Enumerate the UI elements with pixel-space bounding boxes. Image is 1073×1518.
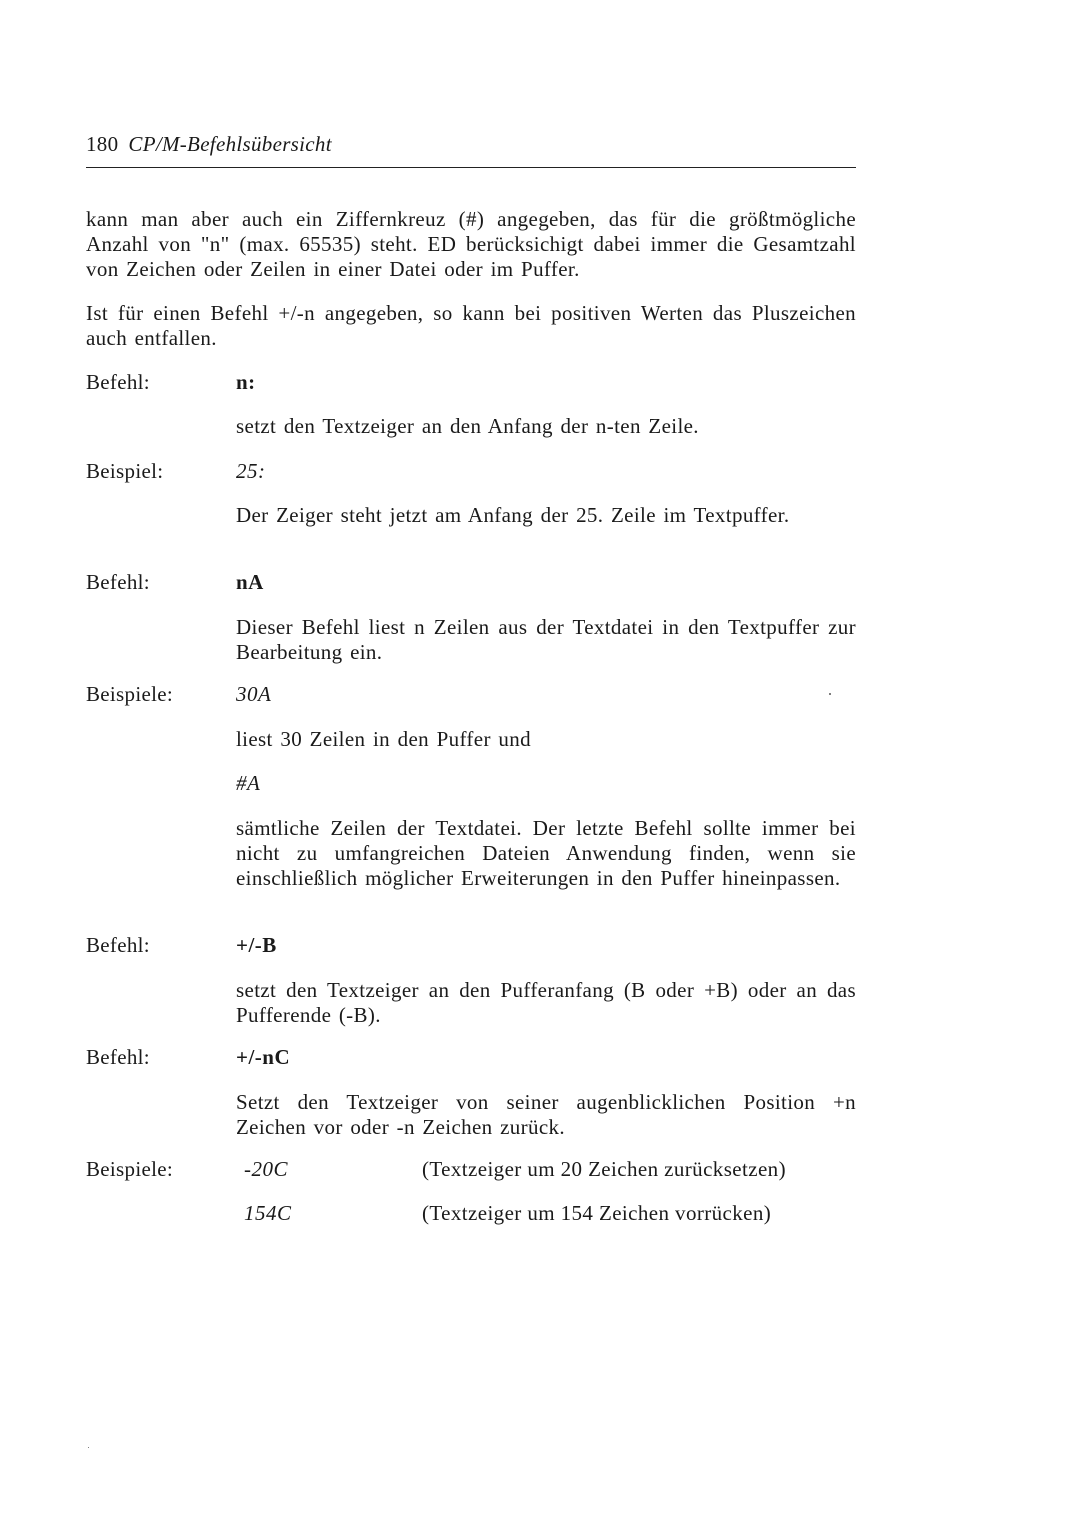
label-befehl: Befehl:: [86, 570, 150, 594]
label-beispiel: Beispiel:: [86, 459, 164, 483]
label-beispiele: Beispiele:: [86, 682, 173, 706]
example-code: #A: [236, 771, 261, 795]
label-befehl: Befehl:: [86, 370, 150, 394]
example-code: 30A: [236, 682, 272, 706]
example-code: 154C: [244, 1201, 292, 1225]
header-rule: [86, 167, 856, 168]
scan-speck: [829, 693, 831, 695]
example-code: -20C: [244, 1157, 288, 1181]
example-note: (Textzeiger um 20 Zeichen zurücksetzen): [422, 1157, 786, 1181]
command-description: setzt den Textzeiger an den Anfang der n-ten Zeile.: [236, 414, 699, 438]
command-description: Dieser Befehl liest n Zeilen aus der Textdatei in den Textpuffer zur Bearbeitung ein.: [236, 615, 856, 664]
label-befehl: Befehl:: [86, 933, 150, 957]
command-n-colon: n:: [236, 370, 256, 394]
command-nC: +/-nC: [236, 1045, 291, 1069]
label-beispiele: Beispiele:: [86, 1157, 173, 1181]
example-description: Der Zeiger steht jetzt am Anfang der 25. Zeile im Textpuffer.: [236, 503, 790, 527]
command-nA: nA: [236, 570, 264, 594]
page-header: [86, 132, 856, 157]
running-title: CP/M-Befehlsübersicht: [128, 132, 332, 156]
page-number: 180: [86, 132, 119, 156]
example-code: 25:: [236, 459, 266, 483]
intro-paragraph-1: kann man aber auch ein Ziffernkreuz (#) angegeben, das für die größtmögliche Anzahl von "n" (max. 65535) steht. ED berücksichigt dabei immer die Gesamtzahl von Zeichen oder Zeilen in einer Datei oder im Puffer.: [86, 207, 856, 281]
label-befehl: Befehl:: [86, 1045, 150, 1069]
example-description: liest 30 Zeilen in den Puffer und: [236, 727, 531, 751]
command-description: Setzt den Textzeiger von seiner augenblicklichen Position +n Zeichen vor oder -n Zeichen zurück.: [236, 1090, 856, 1139]
command-description: setzt den Textzeiger an den Pufferanfang (B oder +B) oder an das Pufferende (-B).: [236, 978, 856, 1027]
example-note: (Textzeiger um 154 Zeichen vorrücken): [422, 1201, 772, 1225]
example-description: sämtliche Zeilen der Textdatei. Der letzte Befehl sollte immer bei nicht zu umfangreichen Dateien Anwendung finden, wenn sie einschließlich möglicher Erweiterungen in den Puffer hineinpassen.: [236, 816, 856, 890]
intro-paragraph-2: Ist für einen Befehl +/-n angegeben, so kann bei positiven Werten das Pluszeichen auch entfallen.: [86, 301, 856, 350]
scan-speck: [88, 1447, 89, 1448]
command-B: +/-B: [236, 933, 277, 957]
